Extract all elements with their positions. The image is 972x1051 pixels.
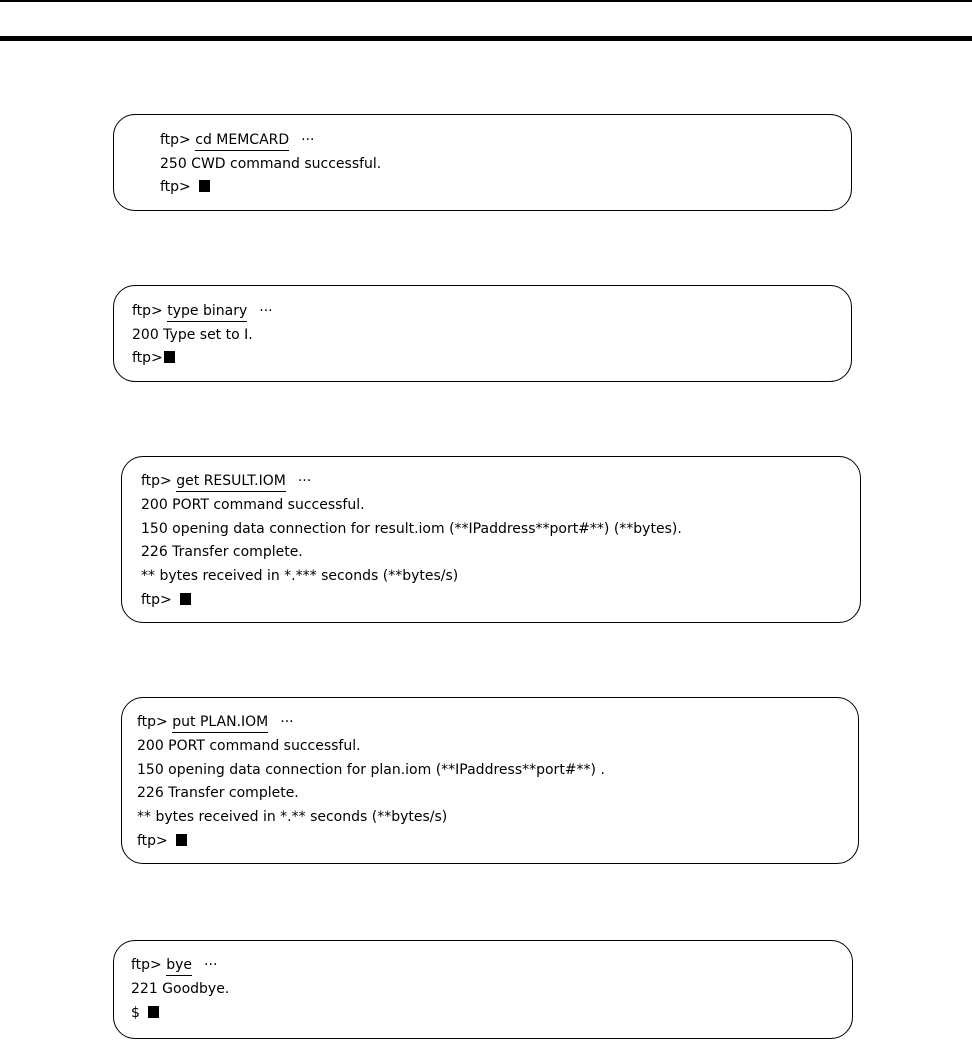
terminal-line: ** bytes received in *.*** seconds (**bytes/s): [141, 568, 459, 584]
terminal-line: [131, 1004, 159, 1022]
cursor-block: [176, 834, 187, 846]
terminal-line: [141, 472, 311, 492]
terminal-line: 150 opening data connection for result.iom (**IPaddress**port#**) (**bytes).: [141, 521, 682, 537]
terminal-line: 200 PORT command successful.: [141, 497, 365, 513]
header-rule-thin: [0, 0, 972, 2]
prompt: ftp>: [141, 592, 177, 608]
terminal-line: 226 Transfer complete.: [141, 544, 303, 560]
command-text: get RESULT.IOM: [176, 472, 286, 492]
ellipsis: ···: [259, 303, 273, 319]
prompt: ftp>: [160, 179, 196, 195]
terminal-line: 226 Transfer complete.: [137, 785, 299, 801]
terminal-line: [131, 956, 217, 976]
ellipsis: ···: [301, 132, 315, 148]
ellipsis: ···: [280, 714, 294, 730]
terminal-line: ** bytes received in *.** seconds (**bytes/s): [137, 809, 448, 825]
prompt: ftp>: [160, 132, 196, 148]
command-text: type binary: [167, 302, 247, 322]
prompt: ftp>: [132, 350, 163, 366]
cursor-block: [180, 593, 191, 605]
prompt: $: [131, 1005, 145, 1021]
terminal-line: [137, 832, 187, 850]
cursor-block: [199, 180, 210, 192]
terminal-line: 221 Goodbye.: [131, 981, 230, 997]
ellipsis: ···: [204, 957, 218, 973]
terminal-box-bye: [113, 940, 853, 1039]
terminal-box-cd: [113, 114, 852, 211]
terminal-box-type: [113, 285, 852, 382]
prompt: ftp>: [131, 957, 167, 973]
terminal-line: [160, 131, 315, 151]
command-text: cd MEMCARD: [195, 131, 289, 151]
prompt: ftp>: [141, 473, 177, 489]
terminal-line: 250 CWD command successful.: [160, 156, 382, 172]
terminal-box-get: [121, 456, 861, 623]
command-text: bye: [166, 956, 192, 976]
ellipsis: ···: [297, 473, 312, 489]
terminal-line: 200 Type set to I.: [132, 327, 253, 343]
command-text: put PLAN.IOM: [172, 713, 268, 733]
cursor-block: [148, 1006, 159, 1018]
terminal-line: [141, 591, 191, 609]
header-rule-thick: [0, 36, 972, 41]
terminal-box-put: [121, 697, 859, 864]
terminal-line: [160, 178, 210, 196]
cursor-block: [164, 351, 175, 363]
terminal-line: [132, 349, 175, 367]
terminal-line: 200 PORT command successful.: [137, 738, 361, 754]
prompt: ftp>: [137, 833, 173, 849]
terminal-line: 150 opening data connection for plan.iom (**IPaddress**port#**) .: [137, 762, 605, 778]
terminal-line: [137, 713, 294, 733]
prompt: ftp>: [137, 714, 173, 730]
prompt: ftp>: [132, 303, 168, 319]
terminal-line: [132, 302, 273, 322]
